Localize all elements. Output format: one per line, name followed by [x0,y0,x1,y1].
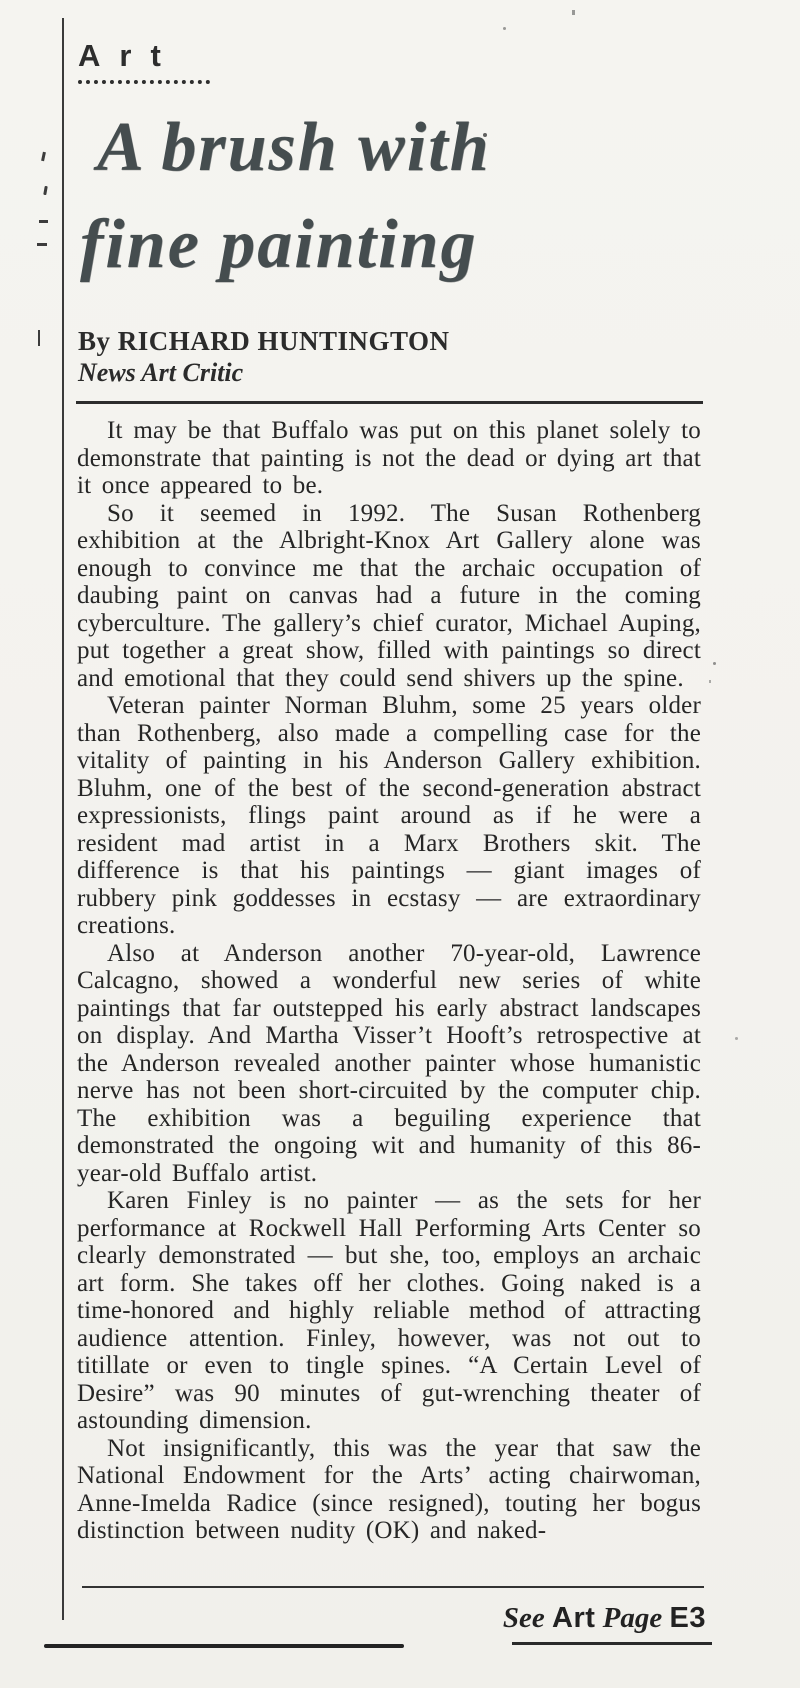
article-paragraph: Also at Anderson another 70-year-old, Lawrence Calcagno, showed a wonderful new series of white paintings that far outstepped his early abstract landscapes on display. And Martha Visser’t Hooft’s retrospective at the Anderson revealed another painter whose humanistic nerve has not been short-circuited by the computer chip. The exhibition was a beguiling experience that demonstrated the ongoing wit and humanity of this 86-year-old Buffalo artist. [77,939,701,1187]
scan-artifact [713,662,716,665]
scan-artifact [43,186,48,195]
footer-rule [82,1586,704,1588]
scan-artifact [38,330,40,346]
continuation-see: See [502,1602,545,1634]
scan-artifact [503,27,506,30]
scan-artifact [572,10,575,15]
continuation-reference [503,1602,706,1635]
section-label-dotted-underline [78,80,210,84]
headline-line-1: A brush with [97,109,491,186]
article-paragraph: So it seemed in 1992. The Susan Rothenberg exhibition at the Albright-Knox Art Gallery alone was enough to convince me that the archaic occupation of daubing paint on canvas had a future in the coming cyberculture. The gallery’s chief curator, Michael Auping, put together a great show, filled with paintings so direct and emotional that they could send shivers up the spine. [77,499,701,692]
article-body [77,417,701,1545]
scan-artifact [735,1037,738,1040]
bottom-rule-right [512,1642,712,1645]
scan-artifact [37,243,47,246]
article-paragraph: Veteran painter Norman Bluhm, some 25 years older than Rothenberg, also made a compelling case for the vitality of painting in his Anderson Gallery exhibition. Bluhm, one of the best of the second-generation abstract expressionists, flings paint around as if he were a resident mad artist in a Marx Brothers skit. The difference is that his paintings — giant images of rubbery pink goddesses in ecstasy — are extraordinary creations. [77,692,701,939]
scan-artifact [709,680,711,683]
continuation-page-number: E3 [669,1602,706,1634]
byline-author: By RICHARD HUNTINGTON [78,326,450,356]
column-divider-line [62,18,64,1620]
scan-artifact [41,152,46,161]
continuation-page-word: Page [602,1602,663,1634]
scan-artifact [39,220,48,223]
article-paragraph: It may be that Buffalo was put on this planet solely to demonstrate that painting is not the dead or dying art that it once appeared to be. [77,417,701,499]
continuation-section: Art [552,1602,596,1634]
bottom-rule-left [44,1644,404,1648]
article-paragraph: Not insignificantly, this was the year that saw the National Endowment for the Arts’ acting chairwoman, Anne-Imelda Radice (since resigned), touting her bogus distinction between nudity (OK) and naked- [77,1434,701,1544]
byline-rule [76,401,703,404]
byline-title: News Art Critic [78,358,244,387]
headline-line-2: fine painting [80,206,478,283]
article-paragraph: Karen Finley is no painter — as the sets for her performance at Rockwell Hall Performing Arts Center so clearly demonstrated — but she, too, employs an archaic art form. She takes off her clothes. Going naked is a time-honored and highly reliable method of attracting audience attention. Finley, however, was not out to titillate or even to tingle spines. “A Certain Level of Desire” was 90 minutes of gut-wrenching theater of astounding dimension. [77,1187,701,1434]
section-label: Art [78,38,180,73]
